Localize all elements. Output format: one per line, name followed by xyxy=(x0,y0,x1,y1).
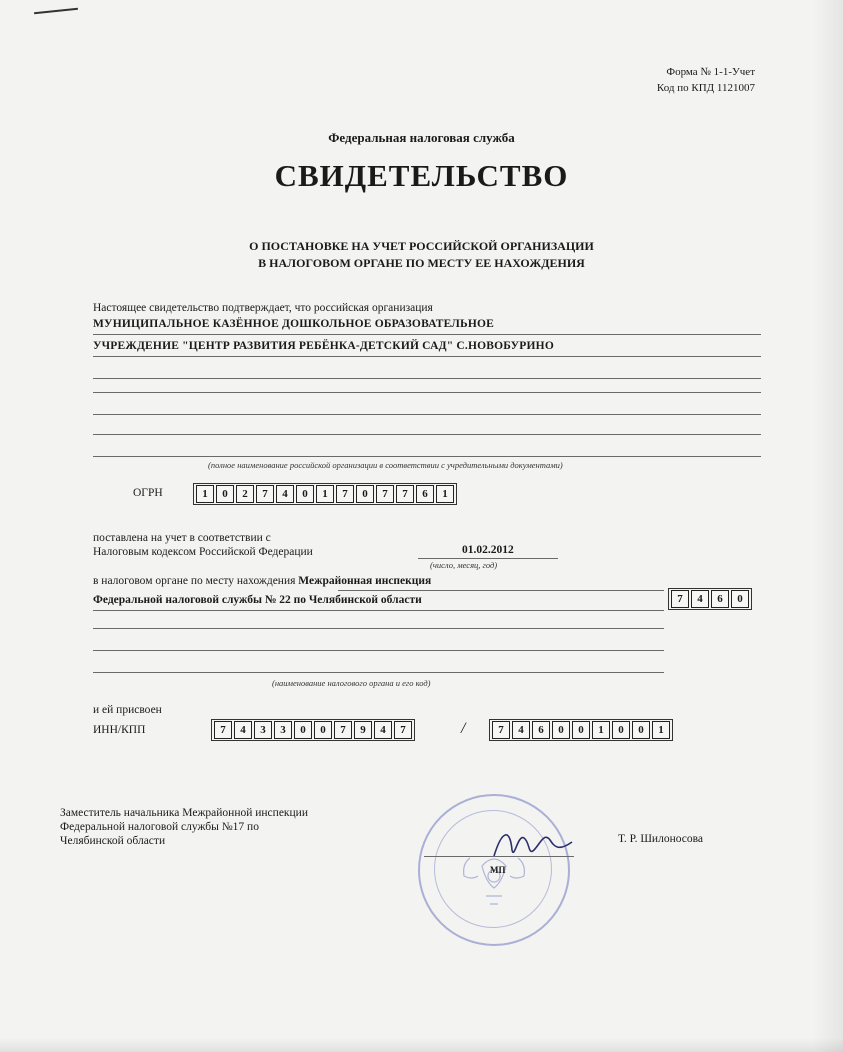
kpp-digit-cell: 6 xyxy=(532,721,550,739)
intro-text: Настоящее свидетельство подтверждает, что российская организация xyxy=(93,302,433,314)
ogrn-label: ОГРН xyxy=(133,487,163,499)
ogrn-digit-cell: 7 xyxy=(336,485,354,503)
ogrn-digit-cell: 1 xyxy=(436,485,454,503)
inn-digit-cell: 0 xyxy=(294,721,312,739)
inn-digit-cell: 3 xyxy=(254,721,272,739)
ogrn-digit-cell: 0 xyxy=(216,485,234,503)
pen-mark xyxy=(34,8,78,15)
authority-rule-1 xyxy=(338,590,664,591)
ogrn-digit-cell: 0 xyxy=(356,485,374,503)
ogrn-digit-cell: 7 xyxy=(376,485,394,503)
kpp-digit-cell: 0 xyxy=(612,721,630,739)
inn-kpp-separator: / xyxy=(461,720,466,737)
authority-code-cells xyxy=(668,588,752,610)
org-rule-7 xyxy=(93,456,761,457)
inn-digit-cell: 7 xyxy=(394,721,412,739)
service-name: Федеральная налоговая служба xyxy=(328,130,515,145)
ogrn-cells xyxy=(193,483,457,505)
ogrn-digit-cell: 7 xyxy=(396,485,414,503)
authority-rule-5 xyxy=(93,672,664,673)
authority-code-cell: 6 xyxy=(711,590,729,608)
kpp-digit-cell: 4 xyxy=(512,721,530,739)
org-rule-1 xyxy=(93,334,761,335)
inn-digit-cell: 4 xyxy=(234,721,252,739)
signature-rule xyxy=(424,856,574,857)
kpp-digit-cell: 1 xyxy=(592,721,610,739)
kpp-cells xyxy=(489,719,673,741)
kpp-digit-cell: 7 xyxy=(492,721,510,739)
inn-digit-cell: 0 xyxy=(314,721,332,739)
registration-line-1: поставлена на учет в соответствии с xyxy=(93,532,271,544)
handwritten-signature xyxy=(488,820,578,870)
ogrn-digit-cell: 7 xyxy=(256,485,274,503)
kpd-code: Код по КПД 1121007 xyxy=(656,82,755,94)
org-rule-5 xyxy=(93,414,761,415)
ogrn-digit-cell: 1 xyxy=(316,485,334,503)
ogrn-digit-cell: 0 xyxy=(296,485,314,503)
org-rule-4 xyxy=(93,392,761,393)
authority-rule-2 xyxy=(93,610,664,611)
form-number: Форма № 1-1-Учет xyxy=(666,66,755,78)
inn-digit-cell: 9 xyxy=(354,721,372,739)
registration-date: 01.02.2012 xyxy=(462,544,514,556)
authority-rule-4 xyxy=(93,650,664,651)
subtitle-line-2: В НАЛОГОВОМ ОРГАНЕ ПО МЕСТУ ЕЕ НАХОЖДЕНИЯ xyxy=(258,256,585,270)
kpp-digit-cell: 1 xyxy=(652,721,670,739)
position-line-3: Челябинской области xyxy=(60,835,166,847)
ogrn-digit-cell: 2 xyxy=(236,485,254,503)
authority-prefix-text: в налоговом органе по месту нахождения xyxy=(93,575,296,587)
ogrn-digit-cell: 1 xyxy=(196,485,214,503)
authority-caption: (наименование налогового органа и его код) xyxy=(272,678,431,688)
registration-line-2: Налоговым кодексом Российской Федерации xyxy=(93,546,313,558)
assigned-text: и ей присвоен xyxy=(93,704,162,716)
inn-digit-cell: 7 xyxy=(334,721,352,739)
form-number-block xyxy=(657,64,755,96)
position-line-1: Заместитель начальника Межрайонной инспекции xyxy=(60,807,308,819)
org-caption: (полное наименование российской организации в соответствии с учредительными документами) xyxy=(208,460,563,470)
inn-digit-cell: 3 xyxy=(274,721,292,739)
position-line-2: Федеральной налоговой службы №17 по xyxy=(60,821,259,833)
authority-rule-3 xyxy=(93,628,664,629)
ogrn-digit-cell: 6 xyxy=(416,485,434,503)
signer-name: Т. Р. Шилоносова xyxy=(618,833,704,845)
date-caption: (число, месяц, год) xyxy=(430,560,498,570)
org-rule-6 xyxy=(93,434,761,435)
authority-code-cell: 4 xyxy=(691,590,709,608)
document-title: СВИДЕТЕЛЬСТВО xyxy=(274,158,569,193)
authority-code-cell: 0 xyxy=(731,590,749,608)
subtitle-line-1: О ПОСТАНОВКЕ НА УЧЕТ РОССИЙСКОЙ ОРГАНИЗАЦИИ xyxy=(249,239,594,253)
date-rule xyxy=(418,558,558,559)
inn-digit-cell: 7 xyxy=(214,721,232,739)
org-rule-2 xyxy=(93,356,761,357)
kpp-digit-cell: 0 xyxy=(552,721,570,739)
authority-code-cell: 7 xyxy=(671,590,689,608)
stamp-mark: МП xyxy=(490,865,506,875)
ogrn-digit-cell: 4 xyxy=(276,485,294,503)
scan-shadow-bottom xyxy=(0,1038,843,1052)
authority-prefix xyxy=(93,575,431,587)
authority-line-2: Федеральной налоговой службы № 22 по Челябинской области xyxy=(93,594,422,606)
inn-digit-cell: 4 xyxy=(374,721,392,739)
org-name-line-2: УЧРЕЖДЕНИЕ "ЦЕНТР РАЗВИТИЯ РЕБЁНКА-ДЕТСКИЙ САД" С.НОВОБУРИНО xyxy=(93,340,554,352)
inn-cells xyxy=(211,719,415,741)
kpp-digit-cell: 0 xyxy=(572,721,590,739)
document-subtitle xyxy=(0,238,843,272)
authority-line-1: Межрайонная инспекция xyxy=(298,575,432,587)
inn-kpp-label: ИНН/КПП xyxy=(93,724,146,736)
org-name-line-1: МУНИЦИПАЛЬНОЕ КАЗЁННОЕ ДОШКОЛЬНОЕ ОБРАЗОВАТЕЛЬНОЕ xyxy=(93,318,495,330)
kpp-digit-cell: 0 xyxy=(632,721,650,739)
org-rule-3 xyxy=(93,378,761,379)
signer-position xyxy=(60,806,308,848)
